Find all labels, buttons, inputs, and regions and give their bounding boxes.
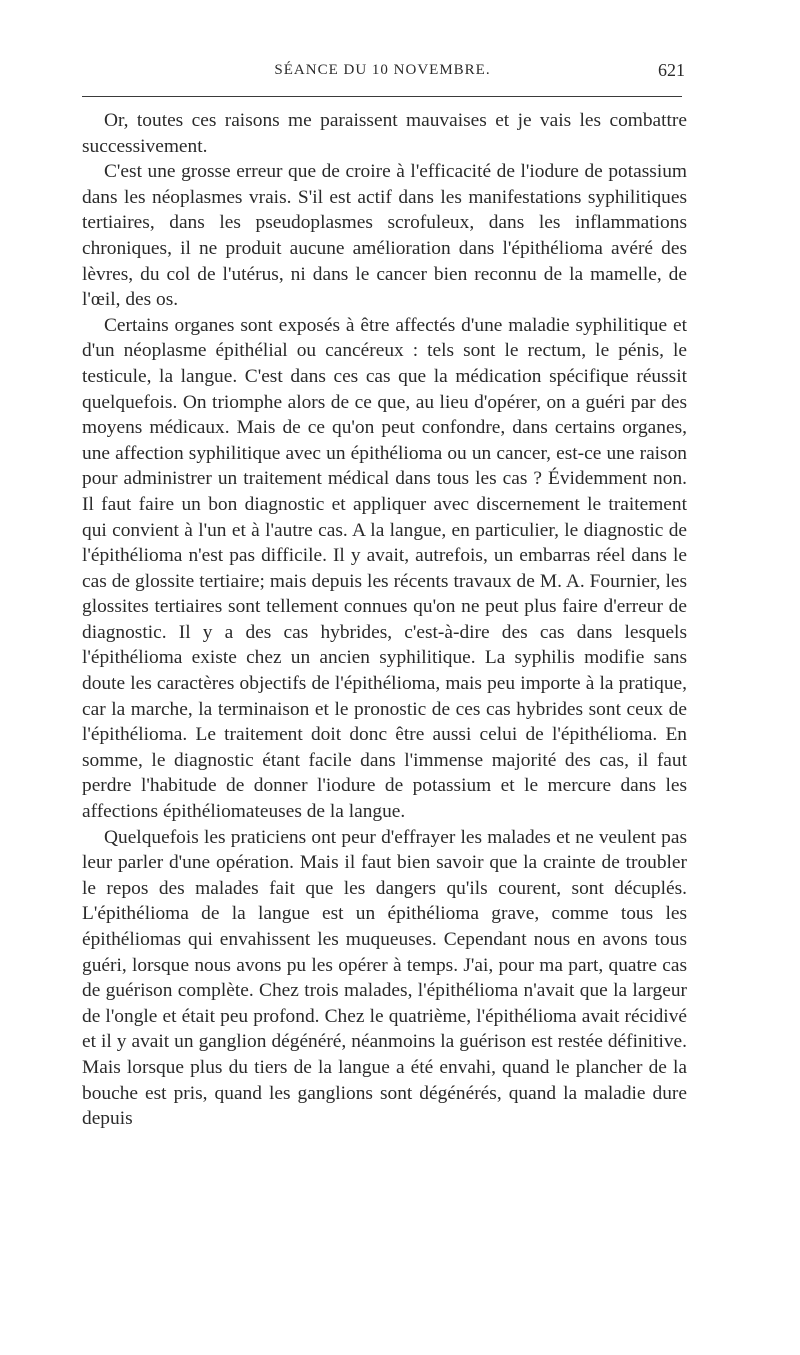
header-rule bbox=[82, 96, 682, 97]
paragraph: Certains organes sont exposés à être affectés d'une maladie syphilitique et d'un néoplasme épithélial ou cancéreux : tels sont le rectum, le pénis, le testicule, la langue. C'est dans ces cas que la médication spécifique réussit quelquefois. On triomphe alors de ce que, au lieu d'opérer, on a guéri par des moyens médicaux. Mais de ce qu'on peut confondre, dans certains organes, une affection syphilitique avec un épithélioma ou un cancer, est-ce une raison pour administrer un traitement médical dans tous les cas ? Évidemment non. Il faut faire un bon diagnostic et appliquer avec discernement le traitement qui convient à l'un et à l'autre cas. A la langue, en particulier, le diagnostic de l'épithélioma n'est pas difficile. Il y avait, autrefois, un embarras réel dans le cas de glossite tertiaire; mais depuis les récents travaux de M. A. Fournier, les glossites tertiaires sont tellement connues qu'on ne peut plus faire d'erreur de diagnostic. Il y a des cas hybrides, c'est-à-dire des cas dans lesquels l'épithélioma existe chez un ancien syphilitique. La syphilis modifie sans doute les caractères objectifs de l'épithélioma, mais peu importe à la pratique, car la marche, la terminaison et le pronostic de ces cas hybrides sont ceux de l'épithélioma. Le traitement doit donc être aussi celui de l'épithélioma. En somme, le diagnostic étant facile dans l'immense majorité des cas, il faut perdre l'habitude de donner l'iodure de potassium et le mercure dans les affections épithéliomateuses de la langue. bbox=[82, 314, 687, 823]
running-head bbox=[80, 60, 685, 84]
running-title: SÉANCE DU 10 NOVEMBRE. bbox=[274, 62, 491, 78]
paragraph: Quelquefois les praticiens ont peur d'effrayer les malades et ne veulent pas leur parler d'une opération. Mais il faut bien savoir que la crainte de troubler le repos des malades fait que les dangers qu'ils courent, sont décuplés. L'épithélioma de la langue est un épithélioma grave, comme tous les épithéliomas qui envahissent les muqueuses. Cependant nous en avons tous guéri, lorsque nous avons pu les opérer à temps. J'ai, pour ma part, quatre cas de guérison complète. Chez trois malades, l'épithélioma n'avait que la largeur de l'ongle et était peu profond. Chez le quatrième, l'épithélioma avait récidivé et il y avait un ganglion dégénéré, néanmoins la guérison est restée définitive. Mais lorsque plus du tiers de la langue a été envahi, quand le plancher de la bouche est pris, quand les ganglions sont dégénérés, quand la maladie dure depuis bbox=[82, 826, 687, 1130]
page-number: 621 bbox=[658, 60, 685, 80]
paragraph: C'est une grosse erreur que de croire à l'efficacité de l'iodure de potassium dans les néoplasmes vrais. S'il est actif dans les manifestations syphilitiques tertiaires, dans les pseudoplasmes scrofuleux, dans les inflammations chroniques, il ne produit aucune amélioration dans l'épithélioma avéré des lèvres, du col de l'utérus, ni dans le cancer bien reconnu de la mamelle, de l'œil, des os. bbox=[82, 161, 687, 311]
body-text bbox=[82, 108, 687, 1132]
paragraph: Or, toutes ces raisons me paraissent mauvaises et je vais les combattre successivement. bbox=[82, 110, 687, 157]
